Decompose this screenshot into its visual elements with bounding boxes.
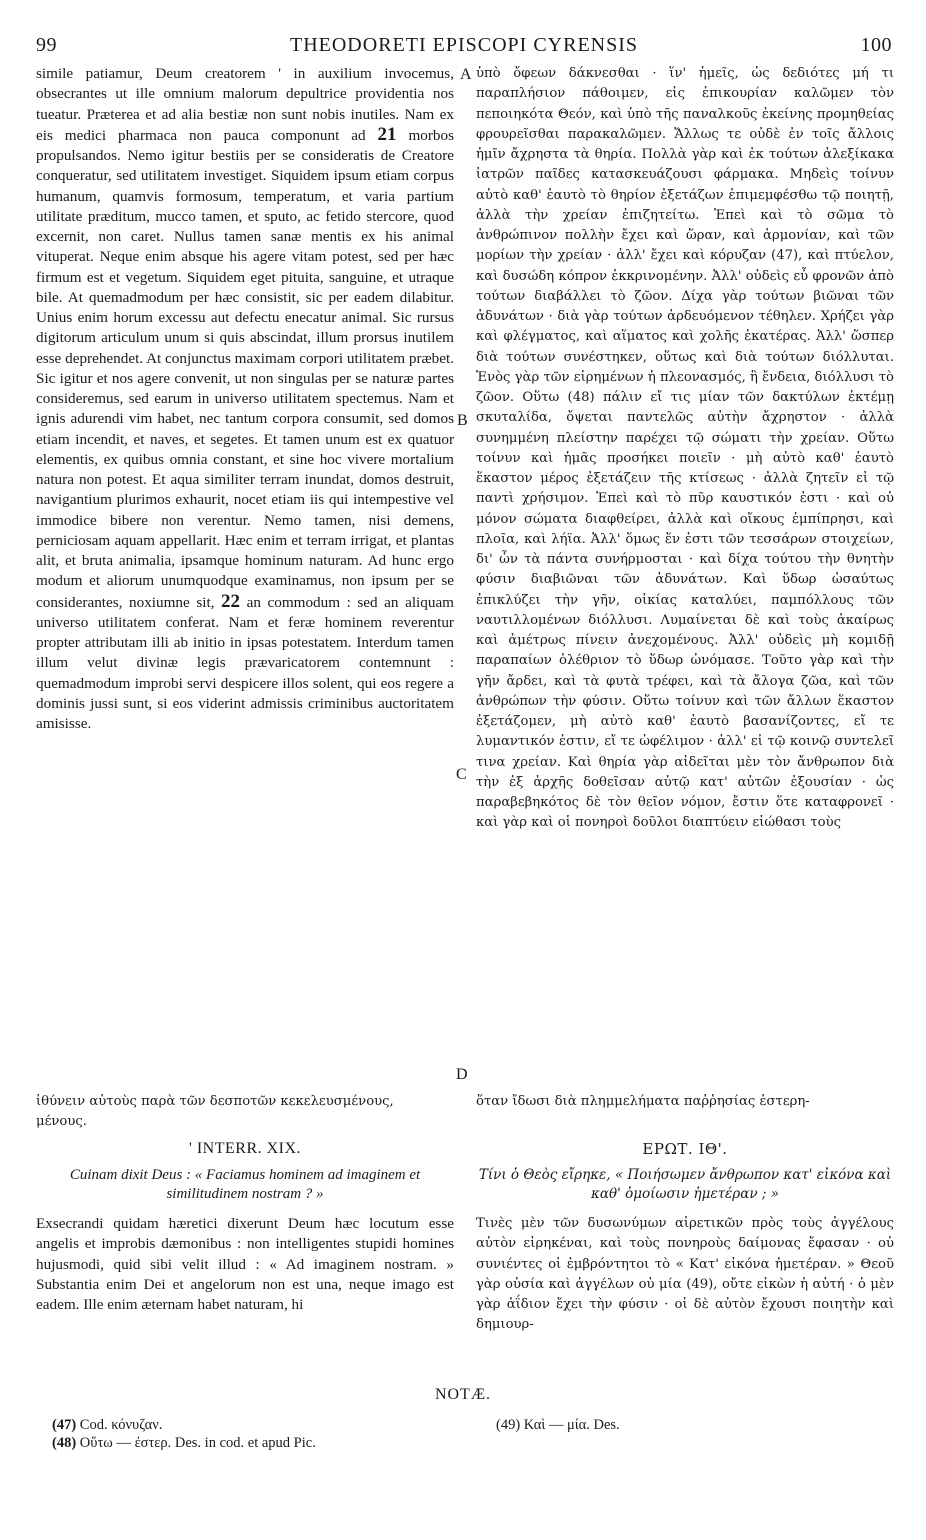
note-49-text: Καὶ — μία. Des. — [523, 1417, 620, 1433]
margin-marker-c: C — [456, 766, 467, 783]
notes-title: NOTÆ. — [434, 1386, 492, 1403]
latin-text-part-3: an commodum : sed an aliquam universo utilitatem conferat. Nam et feræ hominem reverentur propter attributam illi ab initio in ipsas potestatem. Interdum tamen illum velut divinæ legis prævaricatorem contemnunt : quemadmodum improbi servi despicere illos solent, qui eos regere a dominis jussi sunt, si eos viderint admissis criminibus auctoritatem amisisse. — [36, 593, 455, 732]
note-47-number: (47) — [52, 1417, 77, 1433]
spanning-line-left: ἰθύνειν αὐτοὺς παρὰ τῶν δεσποτῶν κεκελευσμένους, — [36, 1094, 394, 1109]
latin-answer: Exsecrandi quidam hæretici dixerunt Deum hæc locutum esse angelis et improbis dæmonibus : non intelligentes stupidi homines hujusmodi, quid sibi velit illud : « Ad imaginem nostram. » Substantia enim Dei et angelorum non est una, neque imago est eadem. Ille enim æternam habet naturam, hi — [36, 1215, 454, 1313]
latin-text-part-1: simile patiamur, Deum creatorem ' in auxilium invocemus, obsecrantes ut ille omnium malorum depultrice providentia nos tueatur. Præterea et ad alia bestiæ non sunt nobis inutiles. Nam ex eis medici pharmaca non pauca componunt ad — [36, 65, 454, 144]
running-header — [36, 34, 892, 60]
spanning-line-right: ὅταν ἴδωσι διὰ πλημμελήματα παῤῥησίας ἐστερη- — [476, 1094, 810, 1109]
section-number-21: 21 — [377, 123, 397, 145]
latin-question: Cuinam dixit Deus : « Faciamus hominem ad imaginem et similitudinem nostram ? » — [69, 1167, 421, 1202]
note-48-text: Οὕτω — ἐστερ. Des. in cod. et apud Pic. — [79, 1435, 316, 1451]
latin-text-part-2: morbos propulsandos. Nemo igitur bestiis per se consideratis de Creatore conqueratur, sed utilitatem investiget. Siquidem ipsum etiam corpus humanum, quamvis formosum, temperatum, et varia partium utilitate præditum, mucco tamen, et sputo, ac fetido stercore, quod excernit, non caret. Nullus tamen sanæ mentis ex his animal vituperat. Neque enim absque his agere vitam potest, sed per hæc firmum est et vegetum. Siquidem eget pituita, sanguine, et utraque bile. At quemadmodum per hæc consistit, sic per eadem dilabitur. Unius enim horum excessu aut defectu enecatur animal. Sic rursus digitorum articulum unum si quis abscindat, illum prorsus inutilem esse deprehendet. At conjunctus maximam corpori utilitatem præbet. Sic igitur et nos agere convenit, ut non singulas per se naturæ partes consideremus, sed earum in universo utilitatem spectemus. Nam et ignis adurendi vim habet, nec tantum corpora consumit, sed domos etiam incendit, et naves, et segetes. Et tamen unum est ex quatuor elementis, ex quibus omnia constant, et sine hoc vivere mortalium natura non potest. Et aqua similiter terram inundat, domos destruit, navigantium plurimos exhaurit, nocet etiam iis qui intempestive vel immodice bibere non verentur. Nemo tamen, nisi demens, perniciosam aquam appellarit. Hæc enim et terram irrigat, et plantas alit, et bruta animalia, ipsamque hominum naturam. Ad hunc ergo modum et aliorum unumquodque examinamus, non ipsum per se considerantes, noxiumne sit, — [36, 126, 454, 611]
section-number-22: 22 — [221, 590, 241, 612]
note-49-number: (49) — [496, 1417, 521, 1433]
greek-question: Τίνι ὁ Θεὸς εἴρηκε, « Ποιήσωμεν ἄνθρωπον κατ' εἰκόνα καὶ καθ' ὁμοίωσιν ἡμετέραν ; » — [478, 1167, 892, 1202]
latin-paragraph — [36, 64, 454, 734]
page-number-left: 99 — [36, 34, 57, 56]
greek-paragraph: ὑπὸ ὄφεων δάκνεσθαι · ἵν' ἡμεῖς, ὡς δεδιότες μή τι παραπλήσιον πάθοιμεν, εἰς ἐπικουρίαν καλῶμεν τὸν πεποιηκότα Θεόν, καὶ ὑπὸ τῆς παναλκοῦς ἐκείνης προμηθείας φρουρεῖσθαι παρακαλῶμεν. Ἄλλως τε οὐδὲ ἐν τοῖς ἄλλοις ἡμῖν ἄχρηστα τὰ θηρία. Πολλὰ γὰρ καὶ ἐκ τούτων ἀλεξίκακα ἰατρῶν παῖδες κατασκευάζουσι φάρμακα. Μηδεὶς τοίνυν αὐτὸ καθ' ἑαυτὸ τὸ θηρίον ἐξετάζων ἐπιμεμφέσθω τῷ ποιητῇ, ἀλλὰ τὴν χρείαν ἐπιζητείτω. Ἐπεὶ καὶ τὸ σῶμα τὸ ἀνθρώπινον πολλὴν ἔχει καὶ ὥραν, καὶ ἁρμονίαν, καὶ τῶν μορίων τὴν χρείαν · ἀλλ' ἔχει καὶ κόρυζαν (47), καὶ πτύελον, καὶ δυσώδη κόπρον ἐκκρινομένην. Ἀλλ' οὐδεὶς εὖ φρονῶν ἀπὸ τούτων διαβάλλει τὸ ζῶον. Δίχα γὰρ τούτων βιῶναι τῶν ἀδυνάτων · διὰ γὰρ τούτων ἀρδευόμενον τέθηλεν. Χρήζει γὰρ καὶ φλέγματος, καὶ αἵματος καὶ χολῆς ἑκατέρας. Ἀλλ' ὥσπερ διὰ τούτων συνέστηκεν, οὕτως καὶ διὰ τούτων διόλλυται. Ἑνὸς γὰρ τῶν εἰρημένων ἡ πλεονασμός, ἢ ἔνδεια, διόλλυσι τὸ ζῶον. Οὕτω (48) πάλιν εἴ τις μίαν τῶν δακτύλων ἐκτέμῃ σκυταλίδα, ὄψεται παντελῶς αὐτὴν ἄχρηστον · ἀλλὰ συνημμένη πλείστην παρέχει τῷ σώματι τὴν χρείαν. Οὕτω τοίνυν καὶ ἡμᾶς προσήκει ποιεῖν · μὴ αὐτὸ καθ' ἑαυτὸ ἕκαστον μέρος ἐξετάζειν τῆς κτίσεως · ἀλλὰ ζητεῖν εἰ τῷ παντὶ χρήσιμον. Ἐπεὶ καὶ τὸ πῦρ καυστικόν ἐστι · καὶ οὐ μόνον σώματα διαφθείρει, ἀλλὰ καὶ οἴκους ἐμπίπρησι, καὶ πλοῖα, καὶ λήϊα. Ἀλλ' ὅμως ἕν ἐστι τῶν τεσσάρων στοιχείων, δι' ὧν τὰ πάντα συνήρμοσται · καὶ δίχα τούτου τὴν θνητὴν φύσιν διαβιῶναι τῶν ἀδυνάτων. Καὶ ὕδωρ ὡσαύτως ἐπικλύζει τὴν γῆν, οἰκίας καταλύει, παμπόλλους τῶν ναυτιλλομένων διόλλυσι. Λυμαίνεται δὲ καὶ τοὺς ἀκαίρως καὶ ἀμέτρως πίνειν ἀνεχομένους. Ἀλλ' οὐδεὶς μὴ κομιδῇ παραπαίων ὀλέθριον τὸ ὕδωρ ὠνόμασε. Τοῦτο γὰρ καὶ τὴν γῆν ἄρδει, καὶ τὰ φυτὰ τρέφει, καὶ τὰ ἄλογα ζῶα, καὶ τῶν ἀνθρώπων τὴν φύσιν. Οὕτω τοίνυν καὶ τῶν ἄλλων ἕκαστον ἐξετάζομεν, μὴ αὐτὸ καθ' ἑαυτὸ βασανίζοντες, εἴ τε λυμαντικόν ἐστιν, εἴ τε ὠφέλιμον · ἀλλ' εἰ τῷ κοινῷ συντελεῖ τινα χρείαν. Καὶ θηρία γὰρ αἰδεῖται μὲν τὸν ἄνθρωπον διὰ τὴν ἐξ ἀρχῆς δοθεῖσαν αὐτῷ κατ' αὐτῶν ἐξουσίαν · ὡς παραβεβηκότος δὲ τὸν θεῖον νόμον, ἔστιν ὅτε καταφρονεῖ · καὶ γὰρ καὶ οἱ πονηροὶ δοῦλοι διαπτύειν εἰώθασι τοὺς — [476, 66, 894, 831]
margin-marker-b: B — [457, 412, 468, 429]
running-title: THEODORETI EPISCOPI CYRENSIS — [289, 34, 639, 56]
note-49 — [496, 1416, 620, 1434]
margin-marker-a: A — [460, 66, 472, 83]
page-number-right: 100 — [860, 34, 892, 56]
latin-column — [36, 64, 454, 734]
latin-section-title: ' INTERR. XIX. — [188, 1140, 302, 1157]
note-48 — [52, 1434, 316, 1452]
greek-answer: Τινὲς μὲν τῶν δυσωνύμων αἱρετικῶν πρὸς τοὺς ἀγγέλους αὐτὸν εἰρηκέναι, καὶ τοὺς πονηροὺς δαίμονας ἔφασαν · οὐ συνιέντες οἱ ἐμβρόντητοι τὸ « Κατ' εἰκόνα ἡμετέραν. » Θεοῦ γὰρ οὐσία καὶ ἀγγέλων οὐ μία (49), οὔτε εἰκὼν ἡ αὐτή · ὁ μὲν γὰρ ἀΐδιον ἔχει τὴν φύσιν · οἱ δὲ αὐτὸν ἔχουσι ποιητὴν καὶ δημιουρ- — [476, 1216, 894, 1333]
note-47-text: Cod. κόνυζαν. — [79, 1417, 163, 1433]
note-47 — [52, 1416, 162, 1434]
spanning-line-left-2: μένους. — [36, 1114, 87, 1129]
note-48-number: (48) — [52, 1435, 77, 1451]
greek-section-title: ΕΡΩΤ. ΙΘ'. — [642, 1140, 728, 1158]
margin-marker-d: D — [456, 1066, 468, 1083]
greek-column — [476, 64, 894, 834]
